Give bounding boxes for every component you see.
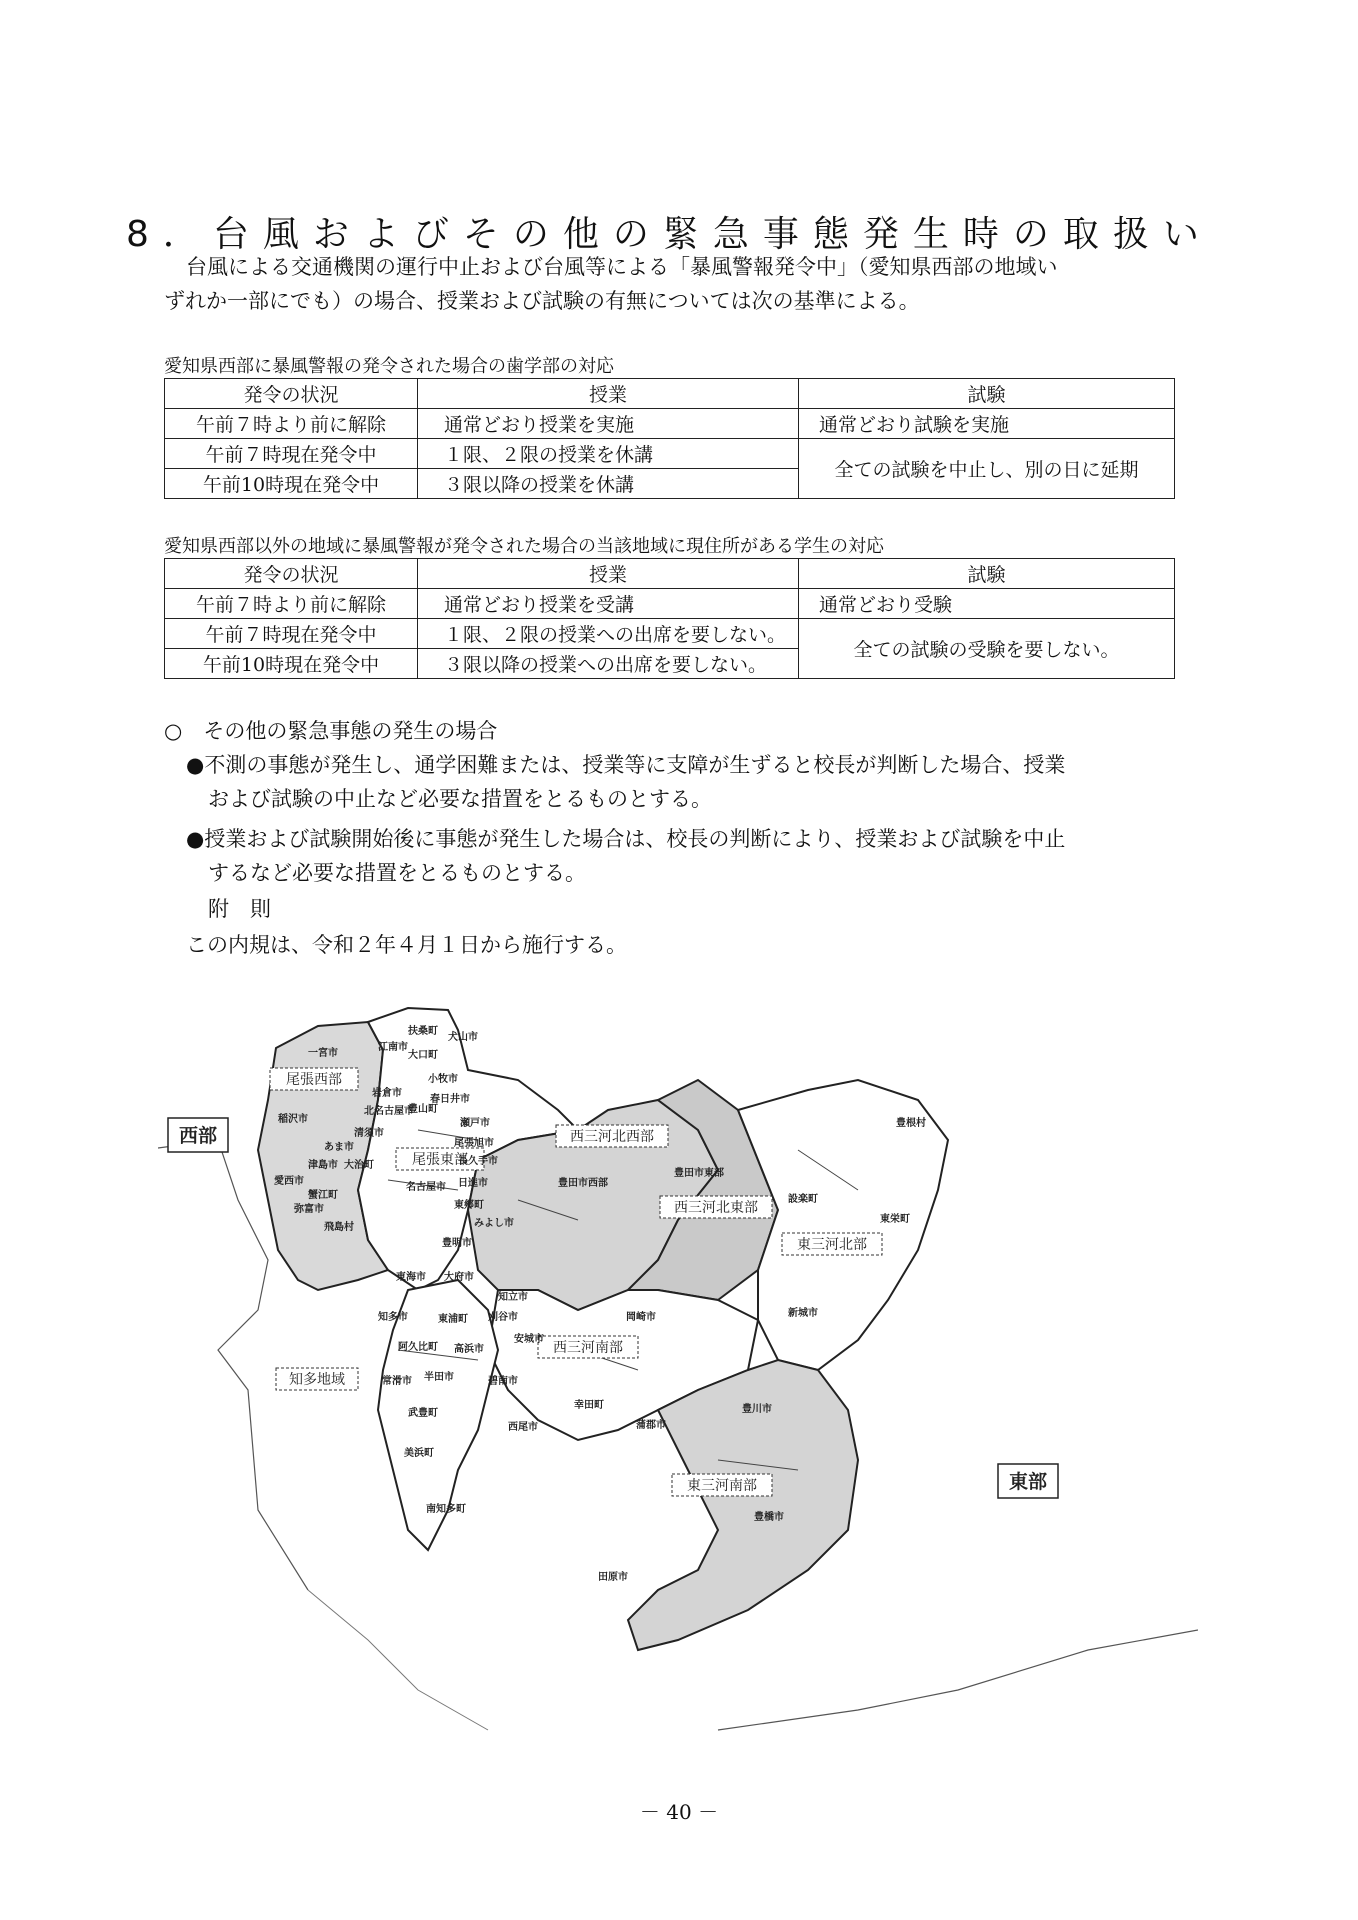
- table-cell: 通常どおり授業を受講: [418, 589, 799, 619]
- section-heading: 8．台風およびその他の緊急事態発生時の取扱い: [126, 214, 1213, 255]
- city-label: 小牧市: [428, 1074, 458, 1085]
- city-label: 大口町: [408, 1050, 438, 1061]
- table-cell: 午前７時より前に解除: [165, 589, 418, 619]
- city-label: みよし市: [474, 1218, 514, 1229]
- city-label: 北名古屋市: [364, 1106, 414, 1117]
- city-label: 飛島村: [324, 1222, 354, 1233]
- city-label: 豊橋市: [754, 1512, 784, 1523]
- other-emergency-title: ○ その他の緊急事態の発生の場合: [164, 719, 498, 743]
- city-label: 江南市: [378, 1042, 408, 1053]
- city-label: 豊根村: [896, 1118, 926, 1129]
- region-label-owari-west: 尾張西部: [286, 1072, 342, 1088]
- city-label: 犬山市: [448, 1032, 478, 1043]
- region-label-chita: 知多地域: [289, 1372, 345, 1388]
- big-label-east: 東部: [1008, 1471, 1048, 1493]
- city-label: 愛西市: [274, 1176, 304, 1187]
- intro-line-1: 台風による交通機関の運行中止および台風等による「暴風警報発令中」（愛知県西部の地域い: [186, 255, 1058, 279]
- supplement-text: この内規は、令和２年４月１日から施行する。: [186, 933, 627, 957]
- table-header: 試験: [799, 559, 1175, 589]
- city-label: 常滑市: [382, 1376, 412, 1387]
- city-label: 日進市: [458, 1178, 488, 1189]
- city-label: 大府市: [444, 1272, 474, 1283]
- intro-line-2: ずれか一部にでも）の場合、授業および試験の有無については次の基準による。: [164, 289, 920, 313]
- city-label: 岩倉市: [372, 1088, 402, 1099]
- city-label: 西尾市: [508, 1422, 538, 1433]
- table-cell: １限、２限の授業への出席を要しない。: [418, 619, 799, 649]
- table-header: 発令の状況: [165, 559, 418, 589]
- city-label: 豊田市西部: [558, 1178, 608, 1189]
- region-label-nishimikawa-northeast: 西三河北東部: [674, 1200, 758, 1216]
- big-label-west: 西部: [178, 1125, 218, 1147]
- city-label: 豊山町: [408, 1104, 438, 1115]
- city-label: 半田市: [424, 1372, 454, 1383]
- city-label: 春日井市: [430, 1094, 470, 1105]
- table-cell: 午前10時現在発令中: [165, 649, 418, 679]
- table-cell: ３限以降の授業を休講: [418, 469, 799, 499]
- table-row: [165, 619, 1175, 649]
- city-label: 高浜市: [454, 1344, 484, 1355]
- table-cell-merged: 全ての試験の受験を要しない。: [799, 619, 1175, 679]
- table-row: [165, 409, 1175, 439]
- page-number: － 40 －: [639, 1800, 719, 1824]
- table-cell: 通常どおり試験を実施: [799, 409, 1175, 439]
- city-label: 弥富市: [294, 1204, 324, 1215]
- region-label-higashimikawa-south: 東三河南部: [687, 1478, 757, 1494]
- table1: [164, 378, 1175, 499]
- city-label: あま市: [324, 1142, 354, 1153]
- city-label: 東海市: [396, 1272, 426, 1283]
- city-label: 知立市: [498, 1292, 528, 1303]
- city-label: 碧南市: [488, 1376, 518, 1387]
- table-cell: 通常どおり授業を実施: [418, 409, 799, 439]
- table-cell: 通常どおり受験: [799, 589, 1175, 619]
- table-header: 授業: [418, 559, 799, 589]
- city-label: 東栄町: [880, 1214, 910, 1225]
- table-row: [165, 589, 1175, 619]
- city-label: 稲沢市: [278, 1114, 308, 1125]
- city-label: 豊川市: [742, 1404, 772, 1415]
- city-label: 岡崎市: [626, 1312, 656, 1323]
- city-label: 東浦町: [438, 1314, 468, 1325]
- table-row: [165, 439, 1175, 469]
- table-cell: 午前７時現在発令中: [165, 619, 418, 649]
- supplement-title: 附 則: [208, 897, 271, 921]
- city-label: 豊明市: [442, 1238, 472, 1249]
- city-label: 田原市: [598, 1572, 628, 1583]
- city-label: 幸田町: [574, 1400, 604, 1411]
- region-label-owari-east: 尾張東部: [412, 1152, 468, 1168]
- table-header: 発令の状況: [165, 379, 418, 409]
- city-label: 大治町: [344, 1160, 374, 1171]
- city-label: 蟹江町: [308, 1190, 338, 1201]
- city-label: 尾張旭市: [454, 1138, 494, 1149]
- city-label: 美浜町: [404, 1448, 434, 1459]
- city-label: 名古屋市: [406, 1182, 446, 1193]
- table2: [164, 558, 1175, 679]
- bullet-2-line-1: ●授業および試験開始後に事態が発生した場合は、校長の判断により、授業および試験を中止: [186, 827, 1066, 851]
- table-header-row: [165, 379, 1175, 409]
- city-label: 扶桑町: [408, 1026, 438, 1037]
- city-label: 南知多町: [426, 1504, 466, 1515]
- table-cell: 午前７時現在発令中: [165, 439, 418, 469]
- city-label: 長久手市: [458, 1156, 498, 1167]
- table-cell: 午前10時現在発令中: [165, 469, 418, 499]
- table2-caption: 愛知県西部以外の地域に暴風警報が発令された場合の当該地域に現住所がある学生の対応: [164, 536, 884, 557]
- table-cell: 午前７時より前に解除: [165, 409, 418, 439]
- table-cell: ３限以降の授業への出席を要しない。: [418, 649, 799, 679]
- region-label-nishimikawa-south: 西三河南部: [553, 1340, 623, 1356]
- table-cell-merged: 全ての試験を中止し、別の日に延期: [799, 439, 1175, 499]
- bullet-1-line-2: および試験の中止など必要な措置をとるものとする。: [208, 787, 712, 811]
- city-label: 知多市: [378, 1312, 408, 1323]
- city-label: 設楽町: [788, 1194, 818, 1205]
- city-label: 清須市: [354, 1128, 384, 1139]
- city-label: 安城市: [514, 1334, 544, 1345]
- city-label: 一宮市: [308, 1048, 338, 1059]
- table-header: 授業: [418, 379, 799, 409]
- bullet-1-line-1: ●不測の事態が発生し、通学困難または、授業等に支障が生ずると校長が判断した場合、授業: [186, 753, 1066, 777]
- city-label: 蒲郡市: [636, 1420, 666, 1431]
- table-cell: １限、２限の授業を休講: [418, 439, 799, 469]
- city-label: 豊田市東部: [674, 1168, 724, 1179]
- city-label: 津島市: [308, 1160, 338, 1171]
- aichi-region-map: [158, 990, 1198, 1750]
- table-header-row: [165, 559, 1175, 589]
- city-label: 新城市: [788, 1308, 818, 1319]
- city-label: 瀬戸市: [460, 1118, 490, 1129]
- region-label-nishimikawa-northwest: 西三河北西部: [570, 1129, 654, 1145]
- bullet-2-line-2: するなど必要な措置をとるものとする。: [208, 861, 586, 885]
- table-header: 試験: [799, 379, 1175, 409]
- city-label: 東郷町: [454, 1200, 484, 1211]
- city-label: 武豊町: [408, 1408, 438, 1419]
- city-label: 阿久比町: [398, 1342, 438, 1353]
- region-label-higashimikawa-north: 東三河北部: [797, 1237, 867, 1253]
- table1-caption: 愛知県西部に暴風警報の発令された場合の歯学部の対応: [164, 356, 614, 377]
- city-label: 刈谷市: [488, 1312, 518, 1323]
